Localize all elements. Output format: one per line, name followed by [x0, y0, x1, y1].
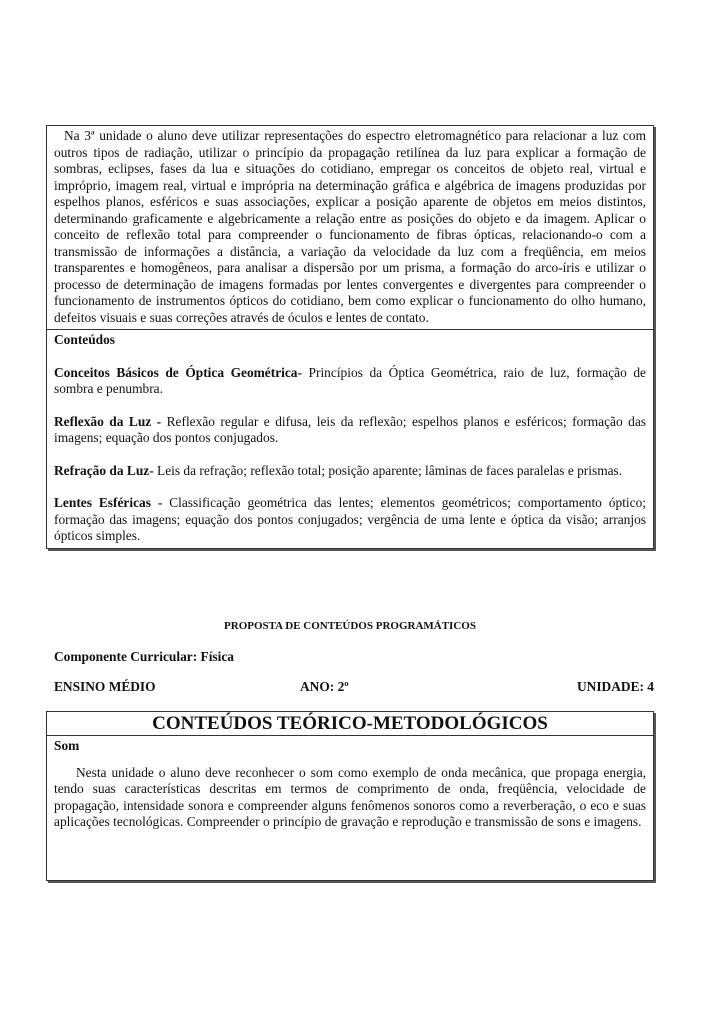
topic-item: [54, 495, 646, 545]
topic-text: Leis da refração; reflexão total; posição aparente; lâminas de faces paralelas e prismas.: [153, 462, 623, 478]
som-label: Som: [54, 738, 80, 753]
topic-item: [54, 414, 646, 447]
info-row: [54, 679, 654, 697]
topic-text: Classificação geométrica das lentes; elementos geométricos; comportamento óptico; formação das imagens; equação dos pontos conjugados; vergência de uma lente e óptica da visão; arranjos ópticos simples.: [54, 495, 646, 543]
section-heading: CONTEÚDOS TEÓRICO-METODOLÓGICOS: [152, 713, 548, 734]
topic-text: Princípios da Óptica Geométrica, raio de luz, formação de sombra e penumbra.: [54, 364, 646, 396]
topic-item: [54, 463, 646, 480]
som-cell: [47, 735, 653, 875]
unit-3-intro-text: Na 3ª unidade o aluno deve utilizar representações do espectro eletromagnético para relacionar a luz com outros tipos de radiação, utilizar o princípio da propagação retilínea da luz para explicar a formação de sombras, eclipses, fases da lua e situações do cotidiano, empregar os conceitos de objeto real, virtual e impróprio, imagem real, virtual e imprópria na determinação gráfica e algébrica de imagens produzidas por espelhos planos, esféricos e suas associações, explicar a posição aparente de objetos em meios distintos, determinando graficamente e algebricamente a relação entre as posições do objeto e da imagem. Aplicar o conceito de reflexão total para compreender o funcionamento de fibras ópticas, relacionando-o com a transmissão de informações a distância, a variação da velocidade da luz com a freqüência, em meios transparentes e homogêneos, para analisar a dispersão por um prisma, a formação do arco-íris e utilizar o processo de determinação de imagens formadas por lentes convergentes e divergentes para compreender o funcionamento de instrumentos ópticos do cotidiano, bem como explicar o funcionamento do olho humano, defeitos visuais e suas correções através de óculos e lentes de contato.: [54, 128, 646, 325]
unit-3-box: [46, 125, 654, 549]
unidade-label: UNIDADE: 4: [577, 679, 654, 694]
som-paragraph: Nesta unidade o aluno deve reconhecer o som como exemplo de onda mecânica, que propaga energia, tendo suas características descritas em termos de comprimento de onda, freqüência, velocidade de propagação, intensidade sonora e compreender alguns fenômenos sonoros como a reverberação, o eco e suas aplicações tecnológicas. Compreender o princípio de gravação e reprodução e transmissão de sons e imagens.: [54, 764, 646, 829]
proposta-title: PROPOSTA DE CONTEÚDOS PROGRAMÁTICOS: [224, 620, 476, 632]
unit-4-box: [46, 711, 654, 881]
componente-curricular: Componente Curricular: Física: [54, 649, 235, 664]
unit-3-intro-cell: [47, 126, 653, 329]
conteudos-cell: [47, 329, 653, 548]
topic-title: Conceitos Básicos de Óptica Geométrica-: [54, 364, 302, 380]
ensino-label: ENSINO MÉDIO: [54, 679, 156, 694]
topic-item: [54, 365, 646, 398]
conteudos-label: Conteúdos: [54, 332, 116, 347]
ano-label: ANO: 2º: [300, 679, 349, 694]
topic-title: Refração da Luz-: [54, 462, 154, 478]
topic-text: Reflexão regular e difusa, leis da reflexão; espelhos planos e esféricos; formação das imagens; equação dos pontos conjugados.: [54, 413, 647, 445]
topic-title: Lentes Esféricas -: [54, 495, 163, 510]
topic-title: Reflexão da Luz -: [54, 413, 162, 429]
